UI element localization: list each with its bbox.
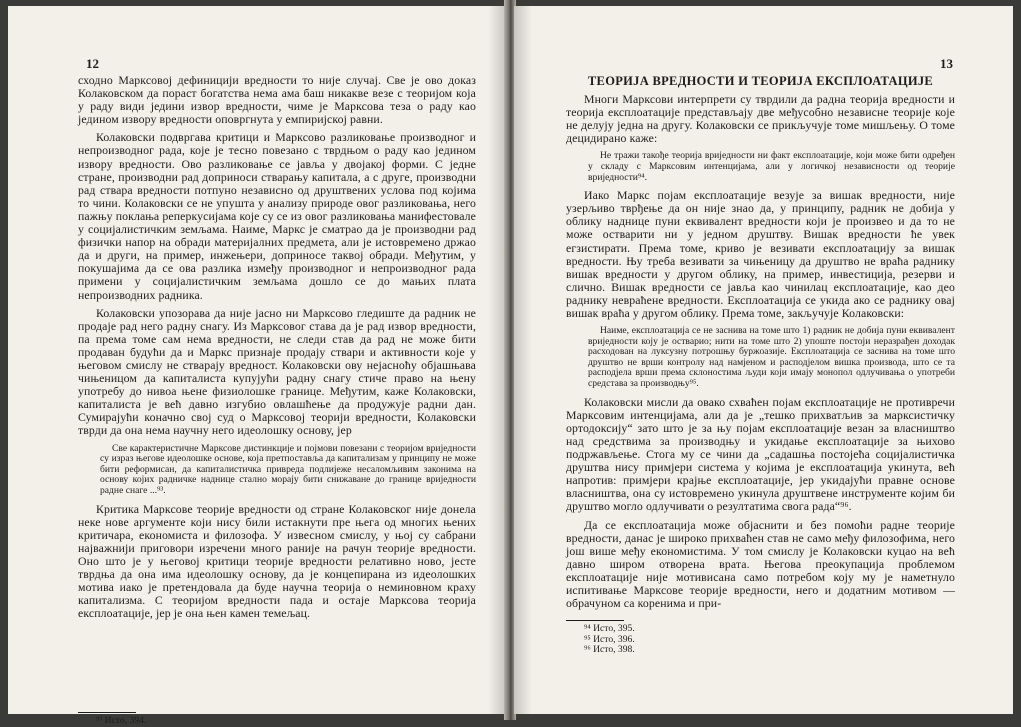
paragraph: Колаковски мисли да овако схваћен појам експлоатације не противречи Марксовим интенцијама, али да је „тешко прихватљив за марксистичку ортодоксију“ зато што је за њу појам експлоатације везан за власништво над средствима за производњу и укидање експлоатације за њихово подржављење. Стога му се чини да „садашња постојећа социјалистичка друштва нису примјери система у којима је експлоатација укинута, већ напротив: примјери крајње експлоатације, јер укидајући правне основе власништва, она су истовремено укинула друштвене инструменте којим би друштво могло одлучивати о резултатима свога рада“⁹⁶. [566, 394, 955, 514]
footnotes [78, 712, 476, 726]
footnote-rule [566, 620, 624, 621]
footnote: ⁹³ Исто, 394. [96, 715, 147, 727]
page-number: 12 [86, 56, 99, 71]
paragraph: Да се експлоатација може објаснити и без помоћи радне теорије вредности, данас је широко прихваћен став не само међу филозофима, него још више међу економистима. У том смислу је Колаковски куцао на већ давно широм отворена врата. Његова преокупација проблемом експлоатације није мотивисана само потребом коју му је наметнуло испитивање Марксове теорије вредности, него и додатним мотивом — обрачуном са коренима и при- [566, 517, 955, 611]
footnote: ⁹⁴ Исто, 395. [584, 623, 635, 635]
paragraph: Колаковски подвргава критици и Марксово разликовање производног и непроизводног рада, које је тесно повезано с тврдњом о раду као једином извору вредности. Ово разликовање се јавља у двојакој форми. С једне стране, производни рад доприноси стварању капитала, а с друге, производни рад ствара вредности потпуно независно од друштвених услова под којима то чини. Колаковски се не упушта у анализу природе овог разликовања, него пажњу поклања реперкусијама које су се из овог разликовања манифестовале у социјалистичким земљама. Наиме, Маркс је сматрао да је производни рад физички напор на обради материјалних предмета, али је истовремено држао да и други, на пример, инжењери, доприносе таквој обради. Међутим, у покушајима да се ова разлика између производног и непроизводног рада примени у социјалистичким земљама дошло се до мањих плата непроизводних радника. [78, 130, 476, 302]
paragraph: Критика Марксове теорије вредности од стране Колаковског није донела неке нове аргументе који нису били истакнути пре њега од многих њених критичара, економиста и филозофа. У извесном смислу, у њој су сабрани најважнији приговори изречени много раније на рачун теорије вредности. Оно што је у његовој критици теорије вредности релативно ново, јесте тврдња да она има идеолошку основу, да је концепирана из идеолошких мотива иако је претендовала да буде научна теорија о неминовном краху капитализма. С теоријом вредности пада и остаје Марксова теорија експлоатације, јер је она њен камен темељац. [78, 501, 476, 621]
left-page [8, 6, 506, 727]
footnotes [566, 620, 955, 655]
footnote: ⁹⁶ Исто, 398. [584, 643, 635, 655]
page-content [78, 74, 476, 727]
footnote-rule [78, 712, 136, 713]
block-quote: Све карактеристичне Марксове дистинкције и појмови повезани с теоријом вриједности су израз његове идеолошке основе, која претпоставља да капитализам у принципу не може бити реформисан, да капиталистичка привреда подлијеже несаломљивим законима на основу којих радничке наднице стално морају бити снижаване до границе вриједности радне снаге ...⁹³. [100, 442, 476, 496]
paragraph: сходно Марксовој дефиницији вредности то није случај. Све је ово доказ Колаковском да пораст богатства нема ама баш никакве везе с теоријом која у раду види једини извор вредности, чиме је Марксова теза о раду као једином извору вредности оповргнута у емпиријској равни. [78, 73, 476, 127]
gutter-shadow [514, 6, 532, 714]
page-content [566, 74, 955, 655]
block-quote: Не тражи такође теорија вриједности ни факт експлоатације, који може бити одређен у складу с Марксовим интенцијама, али у логичкој независности од теорије вриједности⁹⁴. [588, 150, 955, 183]
chapter-title: ТЕОРИЈА ВРЕДНОСТИ И ТЕОРИЈА ЕКСПЛОАТАЦИЈЕ [587, 74, 934, 88]
block-quote: Наиме, експлоатација се не заснива на томе што 1) радник не добија пуни еквивалент вриједности коју је остварио; нити на томе што 2) упоште постоји неразрађен доходак расходован на луксузну потрошњу буржоазије. Експлоатација се заснива на томе што друштво не врши контролу над намјеном и расподјелом вишка производа, што се та расподјела врши према склоностима људи који имају монопол одлучивања о употреби средстава за производњу⁹⁵. [588, 325, 955, 390]
paragraph: Иако Маркс појам експлоатације везује за вишак вредности, није узерљиво тврђење да он није знао да, у принципу, радник не добија у облику наднице пуни еквивалент вредности који је произвео и да то не може остварити ни у једном друштву. Вишак вредности ће увек егзистирати. Према томе, криво је везивати експлоатацију за вишак вредности. Њу треба везивати за чињеницу да друштво не враћа раднику вишак вредности у другом облику, на пример, инвестиција, резерви и слично. Вишак вредности се јавља као чинилац експлоатације, као део раднику невраћене вредности. Експлоатација се укида ако се раднику овај вишак враћа у другом облику. Према томе, закључује Колаковски: [566, 188, 955, 320]
footnote: ⁹⁵ Исто, 396. [584, 633, 635, 645]
paragraph: Колаковски упозорава да није јасно ни Марксово гледиште да радник не продаје рад него радну снагу. Из Марксовог става да је рад извор вредности, па према томе сам нема вредности, не следи став да рад не може бити продаван будући да и Маркс признаје продају ствари и активности које у његовом смислу не стварају вредност. Колаковски ову нејасноћу објашњава чињеницом да капиталиста купујући радну снагу стиче право на њену употребу до нивоа њене физиолошке границе. Међутим, каже Колаковски, капиталиста је већ давно изгубио овлашћење да продужује радни дан. Сумирајући коначно свој суд о Марксовој теорији вредности, Колаковски тврди да она нема научну него идеолошку основу, јер [78, 305, 476, 438]
right-page [514, 6, 1013, 714]
page-number: 13 [940, 56, 953, 71]
paragraph: Многи Марксови интерпрети су тврдили да радна теорија вредности и теорија експлоатације представљају две међусобно независне теорије које не делују једна на другу. Колаковски се прикључује томе мишљењу. О томе децидирано каже: [566, 92, 955, 146]
